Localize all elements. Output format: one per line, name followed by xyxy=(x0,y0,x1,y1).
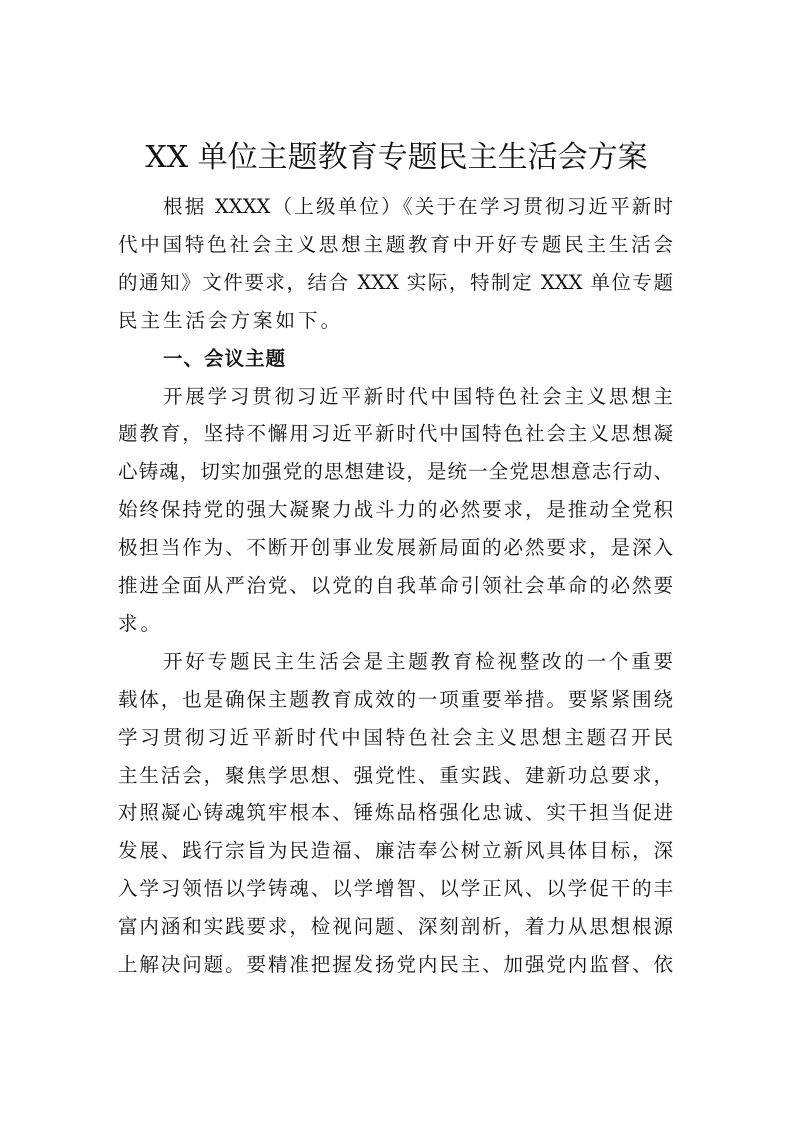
paragraph-line: 根据 XXXX（上级单位）《关于在学习贯彻习近平新时 xyxy=(163,195,673,218)
paragraph-line: 代中国特色社会主义思想主题教育中开好专题民主生活会 xyxy=(118,232,673,256)
paragraph-line: 主生活会，聚焦学思想、强党性、重实践、建新功总要求， xyxy=(118,763,673,787)
paragraph-line: 题教育，坚持不懈用习近平新时代中国特色社会主义思想凝 xyxy=(118,422,673,446)
paragraph-line: 的通知》文件要求，结合 XXX 实际，特制定 XXX 单位专题 xyxy=(118,270,673,294)
section-heading: 一、会议主题 xyxy=(163,346,287,370)
paragraph-line: 富内涵和实践要求，检视问题、深刻剖析，着力从思想根源 xyxy=(118,915,673,939)
paragraph-line: 始终保持党的强大凝聚力战斗力的必然要求，是推动全党积 xyxy=(118,498,673,522)
paragraph-line: 对照凝心铸魂筑牢根本、锤炼品格强化忠诚、实干担当促进 xyxy=(118,801,673,825)
document-title: XX 单位主题教育专题民主生活会方案 xyxy=(145,140,648,175)
paragraph-line: 极担当作为、不断开创事业发展新局面的必然要求，是深入 xyxy=(118,536,673,560)
paragraph-line: 开好专题民主生活会是主题教育检视整改的一个重要 xyxy=(163,649,673,673)
paragraph-line: 载体，也是确保主题教育成效的一项重要举措。要紧紧围绕 xyxy=(118,687,673,711)
paragraph-line: 发展、践行宗旨为民造福、廉洁奉公树立新风具体目标，深 xyxy=(118,839,673,863)
paragraph-line: 民主生活会方案如下。 xyxy=(118,308,344,332)
paragraph-line: 上解决问题。要精准把握发扬党内民主、加强党内监督、依 xyxy=(118,953,673,976)
paragraph-line: 学习贯彻习近平新时代中国特色社会主义思想主题召开民 xyxy=(118,725,673,749)
paragraph-line: 求。 xyxy=(118,611,164,635)
paragraph-line: 心铸魂，切实加强党的思想建设，是统一全党思想意志行动、 xyxy=(118,460,673,484)
paragraph-line: 入学习领悟以学铸魂、以学增智、以学正风、以学促干的丰 xyxy=(118,877,673,901)
paragraph-line: 开展学习贯彻习近平新时代中国特色社会主义思想主 xyxy=(163,384,673,408)
paragraph-line: 推进全面从严治党、以党的自我革命引领社会革命的必然要 xyxy=(118,574,673,597)
